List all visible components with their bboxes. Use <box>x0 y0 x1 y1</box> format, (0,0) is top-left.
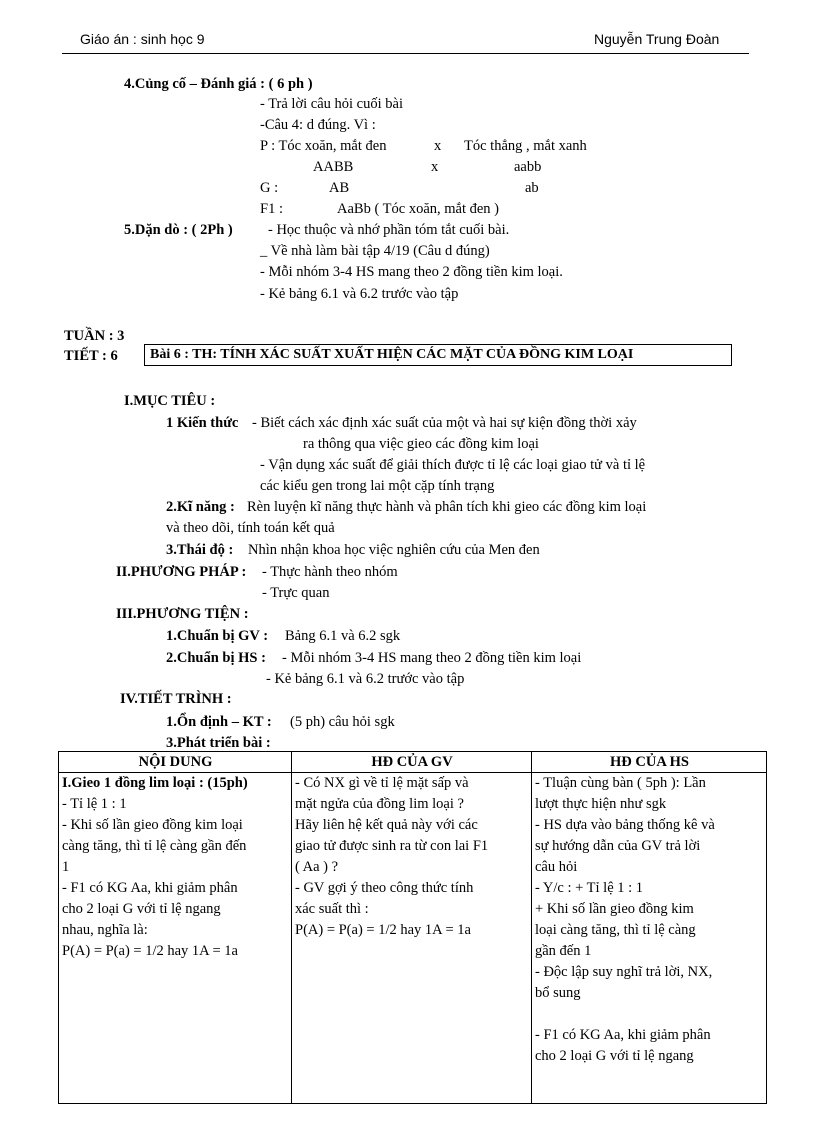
p-label: P : Tóc xoăn, mắt đen <box>260 138 387 154</box>
table-header-row <box>59 752 767 773</box>
cell-line: - Tỉ lệ 1 : 1 <box>62 796 127 812</box>
cell-line: + Khi số lần gieo đồng kim <box>535 901 694 917</box>
kinang-line: và theo dõi, tính toán kết quả <box>166 520 335 536</box>
tientrinh-heading: IV.TIẾT TRÌNH : <box>120 691 232 707</box>
phuongtien-heading: III.PHƯƠNG TIỆN : <box>116 606 249 622</box>
noidung-cell <box>59 773 292 1104</box>
hs-line: - Kẻ bảng 6.1 và 6.2 trước vào tập <box>266 671 465 687</box>
p-cross: x <box>434 138 442 154</box>
cungco-heading: 4.Củng cố – Đánh giá : ( 6 ph ) <box>124 76 313 92</box>
g-left: AB <box>329 180 350 196</box>
cell-line: - Tluận cùng bàn ( 5ph ): Lần <box>535 775 706 791</box>
kinang-label: 2.Kĩ năng : <box>166 499 235 515</box>
kinang-line: Rèn luyện kĩ năng thực hành và phân tích khi gieo các đồng kim loại <box>247 499 647 515</box>
dando-line: - Học thuộc và nhớ phần tóm tắt cuối bài. <box>268 222 510 238</box>
dando-line: _ Về nhà làm bài tập 4/19 (Câu d đúng) <box>260 243 490 259</box>
cell-line: - Có NX gì về tỉ lệ mặt sấp và <box>295 775 469 791</box>
kienthuc-line: các kiểu gen trong lai một cặp tính trạng <box>260 478 495 494</box>
cungco-line: - Trả lời câu hỏi cuối bài <box>260 96 403 112</box>
table-row <box>59 773 767 1104</box>
cell-line: - Y/c : + Tỉ lệ 1 : 1 <box>535 880 644 896</box>
thaido-label: 3.Thái độ : <box>166 542 234 558</box>
lesson-title: Bài 6 : TH: TÍNH XÁC SUẤT XUẤT HIỆN CÁC MẶT CỦA ĐỒNG KIM LOẠI <box>150 347 634 362</box>
genotype-cross: x <box>431 159 439 175</box>
cell-line <box>535 1004 764 1025</box>
kienthuc-line: ra thông qua việc gieo các đồng kim loại <box>303 436 539 452</box>
p-right: Tóc thẳng , mắt xanh <box>464 138 587 154</box>
thaido-text: Nhìn nhận khoa học việc nghiên cứu của Men đen <box>248 542 540 558</box>
table-header: NỘI DUNG <box>59 752 292 773</box>
cell-line: bổ sung <box>535 985 581 1001</box>
cell-line: 1 <box>62 859 70 875</box>
g-label: G : <box>260 180 279 196</box>
header-rule <box>62 53 749 54</box>
hs-cell <box>532 773 767 1104</box>
phattrien-label: 3.Phát triển bài : <box>166 735 271 751</box>
f1-value: AaBb ( Tóc xoăn, mắt đen ) <box>337 201 500 217</box>
kienthuc-label: 1 Kiến thức <box>166 415 239 431</box>
cell-line: cho 2 loại G với tỉ lệ ngang <box>62 901 221 917</box>
kienthuc-line: - Vận dụng xác suất để giải thích được tỉ lệ các loại giao tử và tỉ lệ <box>260 457 646 473</box>
gv-cell <box>292 773 532 1104</box>
genotype-right: aabb <box>514 159 542 175</box>
cell-line: giao tử được sinh ra từ con lai F1 <box>295 838 489 854</box>
cell-line: - F1 có KG Aa, khi giảm phân <box>535 1027 711 1043</box>
genotype-left: AABB <box>313 159 354 175</box>
dando-heading: 5.Dặn dò : ( 2Ph ) <box>124 222 233 238</box>
gv-label: 1.Chuẩn bị GV : <box>166 628 269 644</box>
f1-label: F1 : <box>260 201 283 217</box>
cell-line: mặt ngửa của đồng lim loại ? <box>295 796 464 812</box>
phuongphap-heading: II.PHƯƠNG PHÁP : <box>116 564 247 580</box>
cell-line: cho 2 loại G với tỉ lệ ngang <box>535 1048 694 1064</box>
cell-line: - Độc lập suy nghĩ trả lời, NX, <box>535 964 713 980</box>
cell-line: - HS dựa vào bảng thống kê và <box>535 817 715 833</box>
activity-table <box>58 751 767 1104</box>
phuongphap-line: - Trực quan <box>262 585 330 601</box>
cell-line: càng tăng, thì tỉ lệ càng gần đến <box>62 838 247 854</box>
cell-line: P(A) = P(a) = 1/2 hay 1A = 1a <box>295 922 471 938</box>
table-header: HĐ CỦA HS <box>532 752 767 773</box>
cell-line: sự hướng dẫn của GV trả lời <box>535 838 701 854</box>
g-right: ab <box>525 180 539 196</box>
hs-label: 2.Chuẩn bị HS : <box>166 650 266 666</box>
dando-line: - Mỗi nhóm 3-4 HS mang theo 2 đồng tiền kim loại. <box>260 264 563 280</box>
cell-line: lượt thực hiện như sgk <box>535 796 667 812</box>
muctieu-heading: I.MỤC TIÊU : <box>124 393 216 409</box>
cell-line: - GV gợi ý theo công thức tính <box>295 880 474 896</box>
dando-line: - Kẻ bảng 6.1 và 6.2 trước vào tập <box>260 286 459 302</box>
week: TUẦN : 3 <box>64 328 125 344</box>
cell-line: nhau, nghĩa là: <box>62 922 148 938</box>
period: TIẾT : 6 <box>64 348 118 364</box>
cell-line: câu hỏi <box>535 859 578 875</box>
table-header: HĐ CỦA GV <box>292 752 532 773</box>
cell-line: - Khi số lần gieo đồng kim loại <box>62 817 243 833</box>
header-left: Giáo án : sinh học 9 <box>80 31 205 47</box>
header-right: Nguyễn Trung Đoàn <box>594 31 720 47</box>
cungco-line: -Câu 4: d đúng. Vì : <box>260 117 376 133</box>
hs-line: - Mỗi nhóm 3-4 HS mang theo 2 đồng tiền kim loại <box>282 650 582 666</box>
phuongphap-line: - Thực hành theo nhóm <box>262 564 398 580</box>
cell-line: - F1 có KG Aa, khi giảm phân <box>62 880 238 896</box>
cell-line: ( Aa ) ? <box>295 859 339 875</box>
ondinh-label: 1.Ổn định – KT : <box>166 714 272 730</box>
cell-line: loại càng tăng, thì tỉ lệ càng <box>535 922 696 938</box>
cell-line: gần đến 1 <box>535 943 592 959</box>
cell-line: xác suất thì : <box>295 901 369 917</box>
cell-line: P(A) = P(a) = 1/2 hay 1A = 1a <box>62 943 238 959</box>
cell-line: Hãy liên hệ kết quả này với các <box>295 817 478 833</box>
ondinh-text: (5 ph) câu hỏi sgk <box>290 714 395 730</box>
gv-text: Bảng 6.1 và 6.2 sgk <box>285 628 401 644</box>
kienthuc-line: - Biết cách xác định xác suất của một và hai sự kiện đồng thời xảy <box>252 415 637 431</box>
cell-line: I.Gieo 1 đồng lim loại : (15ph) <box>62 775 248 791</box>
